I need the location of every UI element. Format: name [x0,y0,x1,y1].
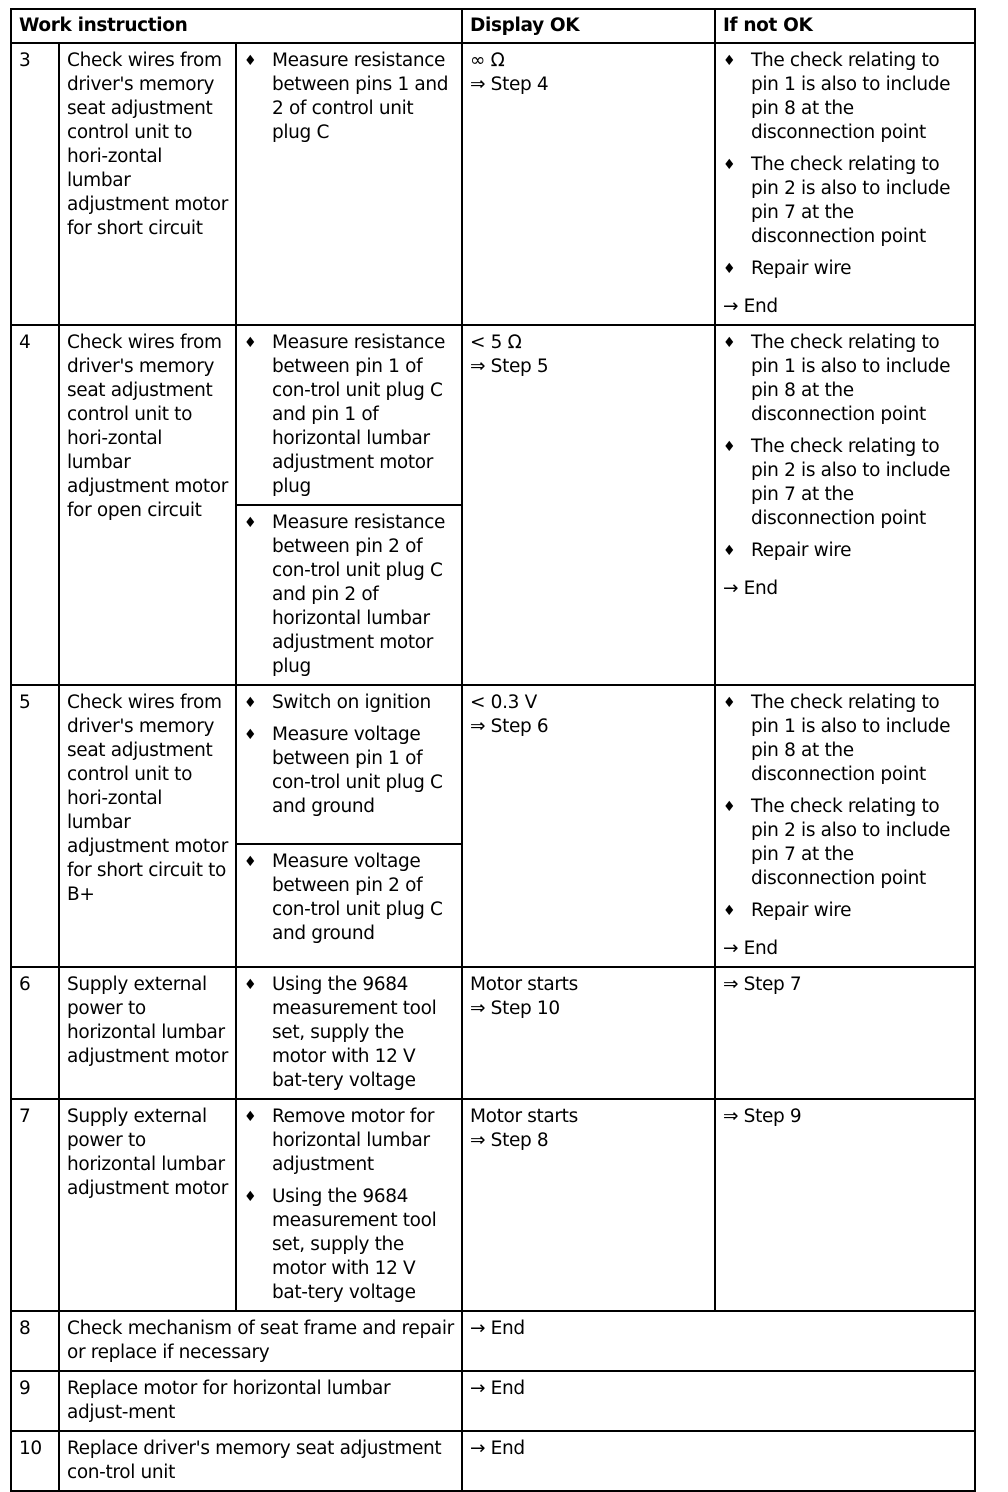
action-text: Measure resistance between pin 2 of con-trol unit plug C and pin 2 of horizontal lumbar adjustment motor plug [272,512,446,677]
step-number: 3 [11,43,59,325]
ok-next-step: ⇒ Step 5 [470,356,549,377]
step-description: Check mechanism of seat frame and repair or replace if necessary [59,1311,462,1371]
step-number: 7 [11,1099,59,1311]
notok-end: → End [723,938,778,959]
ok-value: Motor starts [470,974,578,995]
bullet-icon: ♦ [723,157,736,173]
step-description: Replace motor for horizontal lumbar adjust-ment [59,1371,462,1431]
notok-next-step: ⇒ Step 7 [723,974,802,995]
result-cell: → End [462,1371,975,1431]
step-number: 6 [11,967,59,1099]
step-actions [236,325,462,505]
notok-text: Repair wire [751,258,852,279]
ok-next-step: ⇒ Step 10 [470,998,560,1019]
step-number: 9 [11,1371,59,1431]
bullet-icon: ♦ [244,695,257,711]
action-text: Remove motor for horizontal lumbar adjustment [272,1106,435,1175]
if-not-ok-cell [715,43,975,325]
step-number: 10 [11,1431,59,1491]
step-number: 5 [11,685,59,967]
ok-value: < 5 Ω [470,332,522,353]
table-row-6 [11,967,975,1099]
table-row-9 [11,1371,975,1431]
step-description: Supply external power to horizontal lumbar adjustment motor [59,967,236,1099]
action-text: Measure voltage between pin 2 of con-trol unit plug C and ground [272,851,443,945]
bullet-icon: ♦ [723,903,736,919]
bullet-icon: ♦ [244,335,257,351]
result-cell: → End [462,1431,975,1491]
step-actions [236,43,462,325]
bullet-icon: ♦ [244,1189,257,1205]
notok-end: → End [723,578,778,599]
table-row-4a [11,325,975,505]
action-text: Measure voltage between pin 1 of con-trol unit plug C and ground [272,724,443,817]
table-row-8 [11,1311,975,1371]
bullet-icon: ♦ [244,53,257,69]
notok-text: The check relating to pin 1 is also to include pin 8 at the disconnection point [751,50,951,143]
action-text: Measure resistance between pin 1 of con-trol unit plug C and pin 1 of horizontal lumbar adjustment motor plug [272,332,446,497]
display-ok-cell [462,685,715,967]
bullet-icon: ♦ [244,727,257,743]
bullet-icon: ♦ [723,335,736,351]
bullet-icon: ♦ [723,695,736,711]
step-description: Replace driver's memory seat adjustment con-trol unit [59,1431,462,1491]
notok-text: The check relating to pin 1 is also to include pin 8 at the disconnection point [751,692,951,785]
step-description: Check wires from driver's memory seat adjustment control unit to hori-zontal lumbar adjustment motor for open circuit [59,325,236,685]
step-actions [236,685,462,844]
action-text: Switch on ignition [272,692,431,713]
notok-text: The check relating to pin 2 is also to include pin 7 at the disconnection point [751,154,951,247]
action-text: Measure resistance between pins 1 and 2 of control unit plug C [272,50,449,143]
bullet-icon: ♦ [723,543,736,559]
display-ok-cell [462,325,715,685]
if-not-ok-cell [715,685,975,967]
ok-value: < 0.3 V [470,692,537,713]
bullet-icon: ♦ [723,439,736,455]
notok-text: Repair wire [751,540,852,561]
step-actions [236,1099,462,1311]
bullet-icon: ♦ [244,1109,257,1125]
table-row-5a [11,685,975,844]
display-ok-cell [462,1099,715,1311]
header-if-not-ok: If not OK [715,9,975,43]
action-text: Using the 9684 measurement tool set, supply the motor with 12 V bat-tery voltage [272,974,437,1091]
step-number: 4 [11,325,59,685]
header-display-ok: Display OK [462,9,715,43]
notok-text: The check relating to pin 2 is also to include pin 7 at the disconnection point [751,436,951,529]
bullet-icon: ♦ [723,799,736,815]
header-row [11,9,975,43]
notok-end: → End [723,296,778,317]
display-ok-cell [462,967,715,1099]
step-number: 8 [11,1311,59,1371]
step-description: Check wires from driver's memory seat adjustment control unit to hori-zontal lumbar adjustment motor for short circuit [59,43,236,325]
table-row-3 [11,43,975,325]
notok-text: The check relating to pin 1 is also to include pin 8 at the disconnection point [751,332,951,425]
if-not-ok-cell [715,967,975,1099]
step-actions [236,844,462,967]
work-instruction-table [10,8,976,1492]
bullet-icon: ♦ [723,53,736,69]
ok-value: Motor starts [470,1106,578,1127]
if-not-ok-cell [715,1099,975,1311]
step-actions [236,505,462,685]
header-work-instruction: Work instruction [11,9,462,43]
bullet-icon: ♦ [244,515,257,531]
display-ok-cell [462,43,715,325]
bullet-icon: ♦ [244,854,257,871]
notok-text: Repair wire [751,900,852,921]
table-row-10 [11,1431,975,1491]
ok-next-step: ⇒ Step 8 [470,1130,549,1151]
notok-next-step: ⇒ Step 9 [723,1106,802,1127]
ok-next-step: ⇒ Step 6 [470,716,549,737]
step-description: Supply external power to horizontal lumbar adjustment motor [59,1099,236,1311]
ok-next-step: ⇒ Step 4 [470,74,549,95]
action-text: Using the 9684 measurement tool set, supply the motor with 12 V bat-tery voltage [272,1186,437,1303]
if-not-ok-cell [715,325,975,685]
bullet-icon: ♦ [244,977,257,993]
table-row-7 [11,1099,975,1311]
step-description: Check wires from driver's memory seat adjustment control unit to hori-zontal lumbar adjustment motor for short circuit to B+ [59,685,236,967]
result-cell: → End [462,1311,975,1371]
step-actions [236,967,462,1099]
notok-text: The check relating to pin 2 is also to include pin 7 at the disconnection point [751,796,951,889]
ok-value: ∞ Ω [470,50,505,71]
bullet-icon: ♦ [723,261,736,277]
